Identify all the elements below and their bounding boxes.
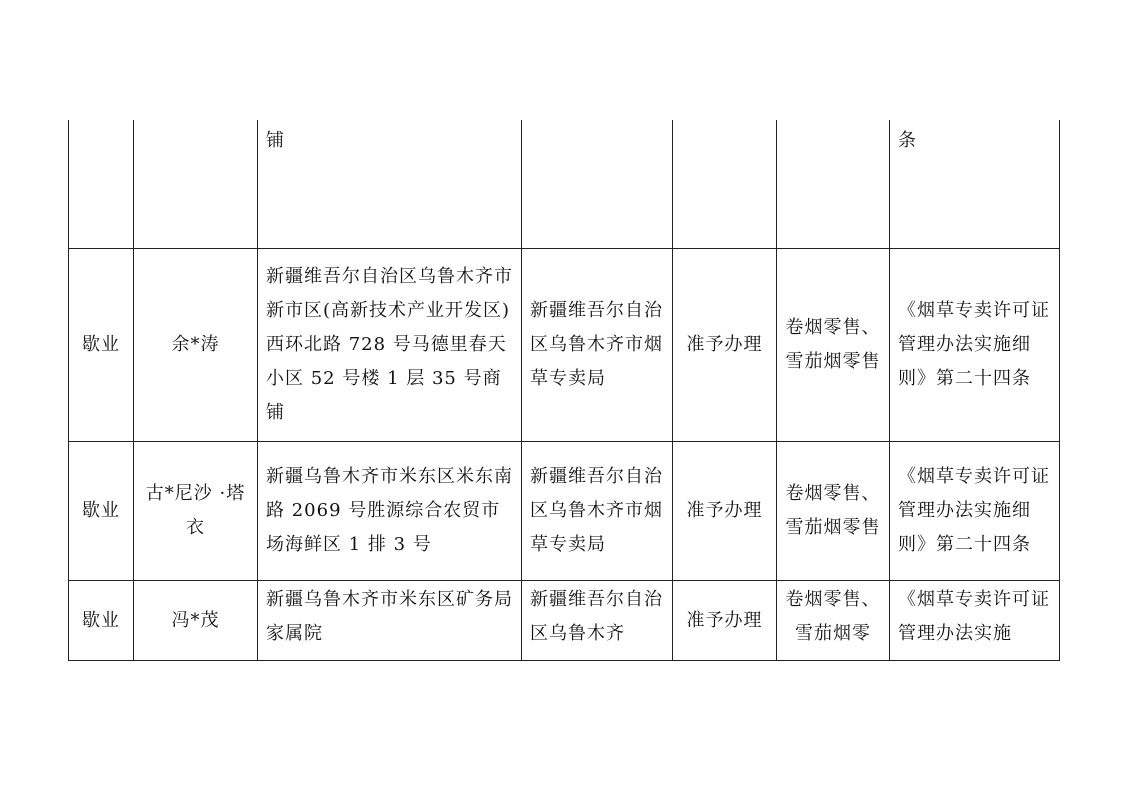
cell-status: 歇业 [69, 248, 134, 441]
cell-scope: 卷烟零售、雪茄烟零售 [777, 248, 890, 441]
table-container [68, 120, 1060, 661]
cell-authority: 新疆维吾尔自治区乌鲁木齐市烟草专卖局 [522, 248, 673, 441]
cell-basis: 《烟草专卖许可证管理办法实施细则》第二十四条 [890, 441, 1060, 580]
table-row [69, 441, 1060, 580]
cell-basis: 《烟草专卖许可证管理办法实施 [890, 580, 1060, 660]
cell-address: 新疆维吾尔自治区乌鲁木齐市新市区(高新技术产业开发区)西环北路 728 号马德里春天小区 52 号楼 1 层 35 号商铺 [258, 248, 522, 441]
cell-result: 准予办理 [673, 580, 777, 660]
cell-basis: 《烟草专卖许可证管理办法实施细则》第二十四条 [890, 248, 1060, 441]
cell-scope: 卷烟零售、雪茄烟零售 [777, 441, 890, 580]
cell-result: 准予办理 [673, 441, 777, 580]
table-row [69, 580, 1060, 660]
cell-status [69, 120, 134, 248]
cell-authority: 新疆维吾尔自治区乌鲁木齐市烟草专卖局 [522, 441, 673, 580]
cell-status: 歇业 [69, 580, 134, 660]
cell-name: 冯*茂 [134, 580, 258, 660]
cell-name [134, 120, 258, 248]
cell-scope [777, 120, 890, 248]
cell-result [673, 120, 777, 248]
cell-authority: 新疆维吾尔自治区乌鲁木齐 [522, 580, 673, 660]
cell-name: 余*涛 [134, 248, 258, 441]
license-table [68, 120, 1060, 661]
cell-result: 准予办理 [673, 248, 777, 441]
cell-address: 新疆乌鲁木齐市米东区米东南路 2069 号胜源综合农贸市场海鲜区 1 排 3 号 [258, 441, 522, 580]
cell-scope: 卷烟零售、雪茄烟零 [777, 580, 890, 660]
cell-authority [522, 120, 673, 248]
table-row [69, 248, 1060, 441]
cell-name: 古*尼沙 ·塔衣 [134, 441, 258, 580]
cell-address: 新疆乌鲁木齐市米东区矿务局家属院 [258, 580, 522, 660]
cell-status: 歇业 [69, 441, 134, 580]
cell-address: 铺 [258, 120, 522, 248]
cell-basis: 条 [890, 120, 1060, 248]
table-row [69, 120, 1060, 248]
